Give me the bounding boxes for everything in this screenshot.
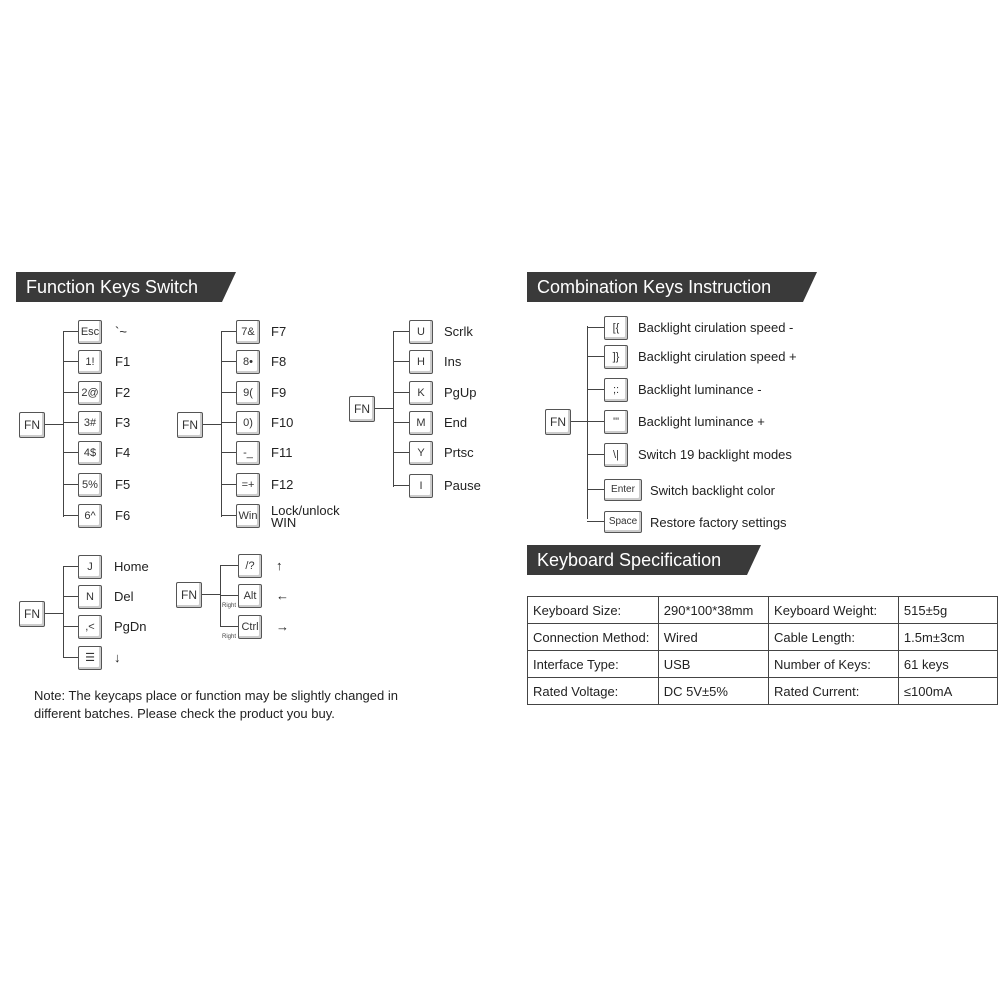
connector bbox=[221, 331, 236, 332]
function-label: F3 bbox=[115, 415, 131, 430]
connector bbox=[587, 389, 604, 390]
keycap: ☰ bbox=[78, 646, 102, 670]
function-label: Del bbox=[114, 589, 134, 604]
key-sub-label: Right bbox=[222, 634, 237, 640]
connector bbox=[393, 392, 409, 393]
connector bbox=[393, 331, 394, 487]
spec-label: Cable Length: bbox=[769, 624, 899, 651]
function-label: Backlight cirulation speed + bbox=[638, 349, 797, 364]
connector bbox=[63, 626, 78, 627]
function-label: ↓ bbox=[114, 650, 121, 665]
spec-label: Rated Current: bbox=[769, 678, 899, 705]
function-label: Lock/unlock WIN bbox=[271, 503, 340, 530]
keycap: Ctrl bbox=[238, 615, 262, 639]
keycap: 8• bbox=[236, 350, 260, 374]
spec-label: Number of Keys: bbox=[769, 651, 899, 678]
connector bbox=[45, 424, 63, 425]
function-label: → bbox=[276, 619, 289, 634]
keycap: \| bbox=[604, 443, 628, 467]
keycap: I bbox=[409, 474, 433, 498]
connector bbox=[221, 452, 236, 453]
function-label: Backlight luminance - bbox=[638, 382, 762, 397]
fn-key: FN bbox=[545, 409, 571, 435]
connector bbox=[587, 326, 588, 519]
keycap: 0) bbox=[236, 411, 260, 435]
connector bbox=[221, 331, 222, 517]
keycap: Esc bbox=[78, 320, 102, 344]
connector bbox=[63, 596, 78, 597]
function-label: F12 bbox=[271, 477, 294, 492]
spec-label: Interface Type: bbox=[528, 651, 659, 678]
function-label: Restore factory settings bbox=[650, 515, 787, 530]
connector bbox=[63, 422, 78, 423]
spec-value: Wired bbox=[658, 624, 768, 651]
keycap: 9( bbox=[236, 381, 260, 405]
spec-value: 290*100*38mm bbox=[658, 597, 768, 624]
keycap: 7& bbox=[236, 320, 260, 344]
function-label: F2 bbox=[115, 385, 131, 400]
keycap: Space bbox=[604, 511, 642, 533]
connector bbox=[220, 626, 238, 627]
spec-value: 61 keys bbox=[898, 651, 997, 678]
keycap: 4$ bbox=[78, 441, 102, 465]
function-label: F9 bbox=[271, 385, 287, 400]
function-label: Backlight cirulation speed - bbox=[638, 320, 794, 335]
combination-keys-banner: Combination Keys Instruction bbox=[527, 272, 803, 302]
keycap: 2@ bbox=[78, 381, 102, 405]
spec-value: ≤100mA bbox=[898, 678, 997, 705]
function-label: Home bbox=[114, 559, 149, 574]
connector bbox=[393, 422, 409, 423]
connector bbox=[587, 421, 604, 422]
connector bbox=[221, 422, 236, 423]
function-label: F6 bbox=[115, 508, 131, 523]
function-label: F8 bbox=[271, 354, 287, 369]
spec-row bbox=[528, 651, 998, 678]
keycap: J bbox=[78, 555, 102, 579]
function-label: PgDn bbox=[114, 619, 147, 634]
connector bbox=[203, 424, 221, 425]
keycap: -_ bbox=[236, 441, 260, 465]
function-label: End bbox=[444, 415, 468, 430]
connector bbox=[587, 454, 604, 455]
function-label: Switch backlight color bbox=[650, 483, 775, 498]
function-label: PgUp bbox=[444, 385, 477, 400]
connector bbox=[221, 484, 236, 485]
fn-key: FN bbox=[349, 396, 375, 422]
keycap: Win bbox=[236, 504, 260, 528]
connector bbox=[220, 595, 238, 596]
spec-row bbox=[528, 624, 998, 651]
keycap: Alt bbox=[238, 584, 262, 608]
function-label: F10 bbox=[271, 415, 294, 430]
connector bbox=[202, 594, 220, 595]
spec-label: Connection Method: bbox=[528, 624, 659, 651]
connector bbox=[63, 452, 78, 453]
spec-label: Keyboard Weight: bbox=[769, 597, 899, 624]
connector bbox=[220, 565, 221, 627]
keycap: K bbox=[409, 381, 433, 405]
key-sub-label: Right bbox=[222, 603, 237, 609]
fn-key: FN bbox=[19, 412, 45, 438]
connector bbox=[63, 566, 78, 567]
connector bbox=[221, 515, 236, 516]
keycap: N bbox=[78, 585, 102, 609]
keycap: =+ bbox=[236, 473, 260, 497]
spec-value: 515±5g bbox=[898, 597, 997, 624]
keycap: U bbox=[409, 320, 433, 344]
function-label: ← bbox=[276, 588, 289, 603]
keycap: [{ bbox=[604, 316, 628, 340]
function-keys-banner: Function Keys Switch bbox=[16, 272, 222, 302]
keycap: 6^ bbox=[78, 504, 102, 528]
fn-key: FN bbox=[177, 412, 203, 438]
connector bbox=[63, 566, 64, 658]
connector bbox=[45, 613, 63, 614]
note-text: Note: The keycaps place or function may be slightly changed in different batches. Please check the product you buy. bbox=[34, 688, 398, 721]
connector bbox=[587, 356, 604, 357]
keycap: 3# bbox=[78, 411, 102, 435]
keycap: ,< bbox=[78, 615, 102, 639]
function-label: Switch 19 backlight modes bbox=[638, 447, 792, 462]
connector bbox=[587, 521, 604, 522]
function-label: Ins bbox=[444, 354, 462, 369]
connector bbox=[393, 485, 409, 486]
connector bbox=[221, 361, 236, 362]
connector bbox=[63, 484, 78, 485]
spec-label: Rated Voltage: bbox=[528, 678, 659, 705]
connector bbox=[63, 515, 78, 516]
keycap: H bbox=[409, 350, 433, 374]
keycap: 5% bbox=[78, 473, 102, 497]
connector bbox=[63, 331, 64, 517]
spec-label: Keyboard Size: bbox=[528, 597, 659, 624]
function-label: F11 bbox=[271, 445, 293, 460]
connector bbox=[587, 489, 604, 490]
connector bbox=[63, 657, 78, 658]
function-label: `~ bbox=[115, 324, 127, 339]
keycap: '" bbox=[604, 410, 628, 434]
function-label: Prtsc bbox=[444, 445, 474, 460]
function-label: F7 bbox=[271, 324, 287, 339]
keycap: ]} bbox=[604, 345, 628, 369]
connector bbox=[571, 421, 587, 422]
keycap: Enter bbox=[604, 479, 642, 501]
spec-table bbox=[527, 596, 998, 705]
function-label: F1 bbox=[115, 354, 131, 369]
connector bbox=[587, 327, 604, 328]
keycap: ;: bbox=[604, 378, 628, 402]
spec-value: USB bbox=[658, 651, 768, 678]
spec-row bbox=[528, 678, 998, 705]
connector bbox=[393, 331, 409, 332]
connector bbox=[220, 565, 238, 566]
connector bbox=[63, 331, 78, 332]
function-label: ↑ bbox=[276, 558, 283, 573]
keyboard-spec-banner: Keyboard Specification bbox=[527, 545, 747, 575]
keycap: 1! bbox=[78, 350, 102, 374]
fn-key: FN bbox=[19, 601, 45, 627]
connector bbox=[63, 361, 78, 362]
function-label: F5 bbox=[115, 477, 131, 492]
keycap: M bbox=[409, 411, 433, 435]
spec-value: 1.5m±3cm bbox=[898, 624, 997, 651]
function-label: Backlight luminance + bbox=[638, 414, 765, 429]
spec-row bbox=[528, 597, 998, 624]
function-label: F4 bbox=[115, 445, 131, 460]
connector bbox=[63, 392, 78, 393]
fn-key: FN bbox=[176, 582, 202, 608]
keycap: Y bbox=[409, 441, 433, 465]
connector bbox=[375, 408, 393, 409]
function-label: Pause bbox=[444, 478, 481, 493]
spec-value: DC 5V±5% bbox=[658, 678, 768, 705]
keycap: /? bbox=[238, 554, 262, 578]
connector bbox=[393, 452, 409, 453]
function-label: Scrlk bbox=[444, 324, 473, 339]
connector bbox=[221, 392, 236, 393]
connector bbox=[393, 361, 409, 362]
